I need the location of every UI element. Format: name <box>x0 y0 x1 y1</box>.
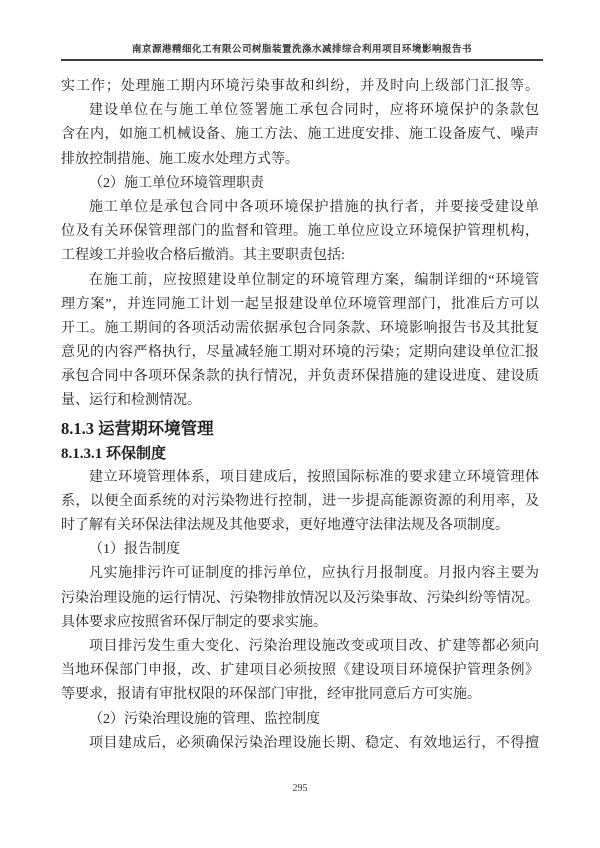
text-line: （2）施工单位环境管理职责 <box>89 175 264 191</box>
text-line: 项目建成后，必须确保污染治理设施长期、稳定、有效地运行，不得擅 <box>89 735 539 751</box>
text-line: 污染治理设施的运行情况、污染物排放情况以及污染事故、污染纠纷等情况。 <box>61 590 539 606</box>
page-header <box>61 0 543 61</box>
text-line: 承包合同中各项环保条款的执行情况，并负责环保措施的建设进度、建设质 <box>61 369 539 385</box>
text-line: 凡实施排污许可证制度的排污单位，应执行月报制度。月报内容主要为 <box>89 566 539 582</box>
text-line: 等要求，报请有审批权限的环保部门审批，经审批同意后方可实施。 <box>61 687 481 703</box>
text-line: 工程竣工并验收合格后撤消。其主要职责包括: <box>61 248 345 264</box>
text-line: （1）报告制度 <box>89 542 180 558</box>
text-line: 建设单位在与施工单位签署施工承包合同时，应将环境保护的条款包 <box>89 103 539 119</box>
text-line: 项目排污发生重大变化、污染治理设施改变或项目改、扩建等都必须向 <box>89 638 539 654</box>
text-line: 具体要求应按照省环保厅制定的要求实施。 <box>61 614 327 630</box>
text-line: 含在内，如施工机械设备、施工方法、施工进度安排、施工设备废气、噪声 <box>61 127 539 143</box>
text-line: 施工单位是承包合同中各项环境保护措施的执行者，并要接受建设单 <box>89 199 539 215</box>
document-body <box>61 75 539 756</box>
text-line: 位及有关环保管理部门的监督和管理。施工单位应设立环境保护管理机构， <box>61 224 539 240</box>
section-heading: 8.1.3.1 环保制度 <box>61 445 167 462</box>
text-line: 在施工前，应按照建设单位制定的环境管理方案，编制详细的“环境管 <box>89 272 539 288</box>
text-line: 系，以便全面系统的对污染物进行控制，进一步提高能源资源的利用率，及 <box>61 493 539 509</box>
text-line: 实工作；处理施工期内环境污染事故和纠纷，并及时向上级部门汇报等。 <box>61 79 539 94</box>
text-line: 排放控制措施、施工废水处理方式等。 <box>61 151 299 167</box>
page-number: 295 <box>292 782 308 794</box>
text-line: 开工。施工期间的各项活动需依据承包合同条款、环境影响报告书及其批复 <box>61 320 539 336</box>
section-heading: 8.1.3 运营期环境管理 <box>61 418 214 438</box>
text-line: 量、运行和检测情况。 <box>61 393 201 409</box>
text-line: （2）污染治理设施的管理、监控制度 <box>89 711 320 727</box>
text-line: 时了解有关环保法律法规及其他要求，更好地遵守法律法规及各项制度。 <box>61 518 509 533</box>
page-footer <box>0 783 600 794</box>
text-line: 建立环境管理体系，项目建成后，按照国际标准的要求建立环境管理体 <box>89 469 539 485</box>
text-line: 理方案”，并连同施工计划一起呈报建设单位环境管理部门，批准后方可以 <box>61 296 539 312</box>
text-line: 意见的内容严格执行，尽量减轻施工期对环境的污染；定期向建设单位汇报 <box>61 345 539 361</box>
header-title: 南京源港精细化工有限公司树脂装置洗涤水减排综合利用项目环境影响报告书 <box>131 45 472 55</box>
text-line: 当地环保部门申报，改、扩建项目必须按照《建设项目环境保护管理条例》 <box>61 663 539 679</box>
